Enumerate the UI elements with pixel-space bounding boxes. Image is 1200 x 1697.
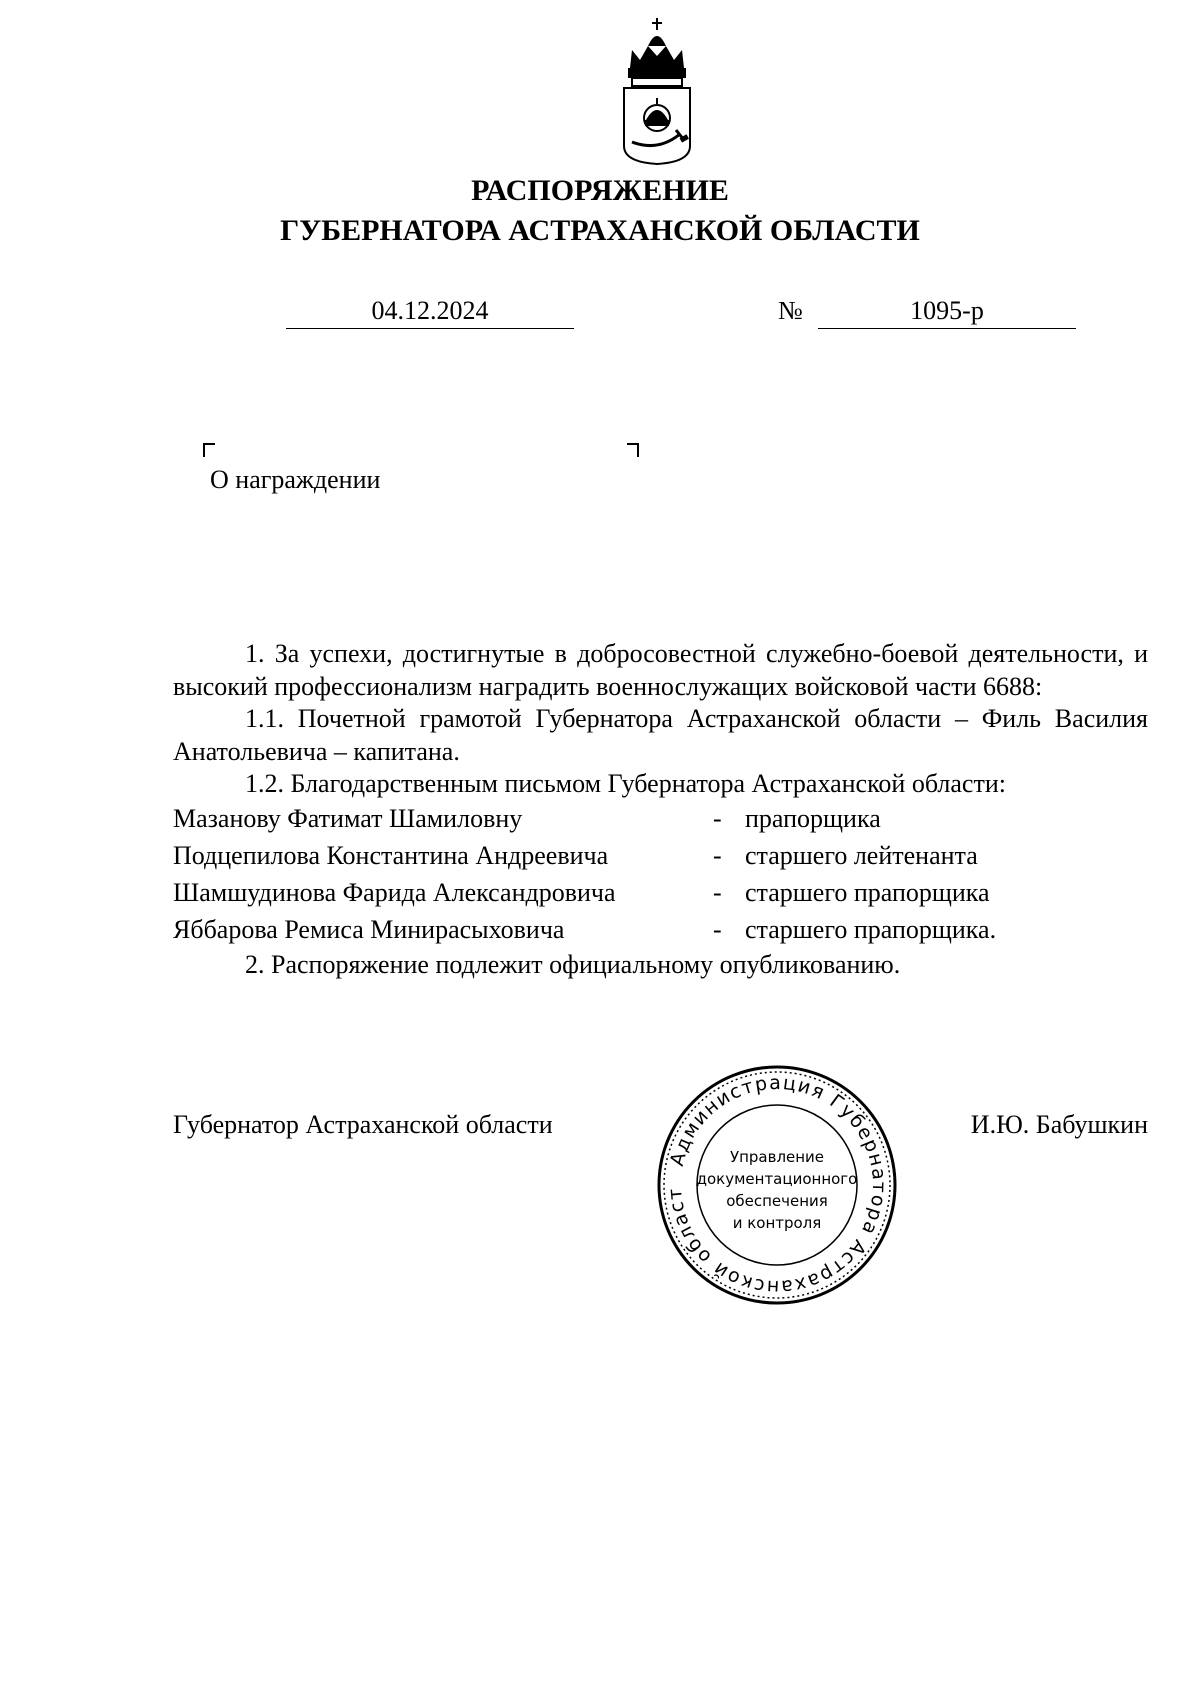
paragraph-1-1: 1.1. Почетной грамотой Губернатора Астраханской области – Филь Василия Анатольевича – капитана. <box>173 704 1148 766</box>
awardee-rank: прапорщика <box>745 803 881 833</box>
document-body <box>173 638 1148 981</box>
seal-inner-line: и контроля <box>732 1214 822 1232</box>
document-number: 1095-р <box>818 296 1076 329</box>
document-subject: О награждении <box>210 465 381 494</box>
official-seal-icon <box>655 1063 899 1307</box>
awardee-rank: старшего прапорщика <box>745 877 990 907</box>
awardee-rank: старшего прапорщика. <box>745 914 997 944</box>
awardee-name: Подцепилова Константина Андреевича <box>173 840 609 870</box>
awardee-dash: - <box>713 803 722 833</box>
awardee-name: Яббарова Ремиса Минирасыховича <box>173 914 565 944</box>
awardee-row <box>173 912 1148 949</box>
awardee-name: Шамшудинова Фарида Александровича <box>173 877 616 907</box>
signatory-position: Губернатор Астраханской области <box>173 1110 553 1139</box>
paragraph-1-2: 1.2. Благодарственным письмом Губернатора Астраханской области: <box>245 769 1006 798</box>
coat-of-arms-icon <box>618 16 696 166</box>
paragraph-2: 2. Распоряжение подлежит официальному опубликованию. <box>245 949 901 979</box>
awardee-dash: - <box>713 877 722 907</box>
number-sign: № <box>778 296 803 325</box>
seal-inner-line: обеспечения <box>726 1192 828 1210</box>
awardee-rank: старшего лейтенанта <box>745 840 978 870</box>
paragraph-1: 1. За успехи, достигнутые в добросовестной служебно-боевой деятельности, и высокий профессионализм наградить военнослужащих войсковой части 6688: <box>173 639 1148 701</box>
signatory-name: И.Ю. Бабушкин <box>970 1110 1148 1139</box>
document-date: 04.12.2024 <box>286 296 574 329</box>
corner-mark-right-icon <box>627 440 639 462</box>
seal-inner-line: документационного <box>696 1170 858 1188</box>
document-issuer: ГУБЕРНАТОРА АСТРАХАНСКОЙ ОБЛАСТИ <box>280 214 920 247</box>
corner-mark-left-icon <box>203 440 215 462</box>
seal-inner-line: Управление <box>729 1148 825 1166</box>
awardee-row <box>173 801 1148 838</box>
document-title: РАСПОРЯЖЕНИЕ <box>471 174 729 207</box>
seal-outer-text: Администрация Губернатора Астраханской област <box>663 1071 891 1299</box>
awardee-row <box>173 875 1148 912</box>
awardee-dash: - <box>713 914 722 944</box>
awardee-name: Мазанову Фатимат Шамиловну <box>173 803 523 833</box>
awardee-dash: - <box>713 840 722 870</box>
awardee-row <box>173 838 1148 875</box>
awardee-list <box>173 801 1148 949</box>
